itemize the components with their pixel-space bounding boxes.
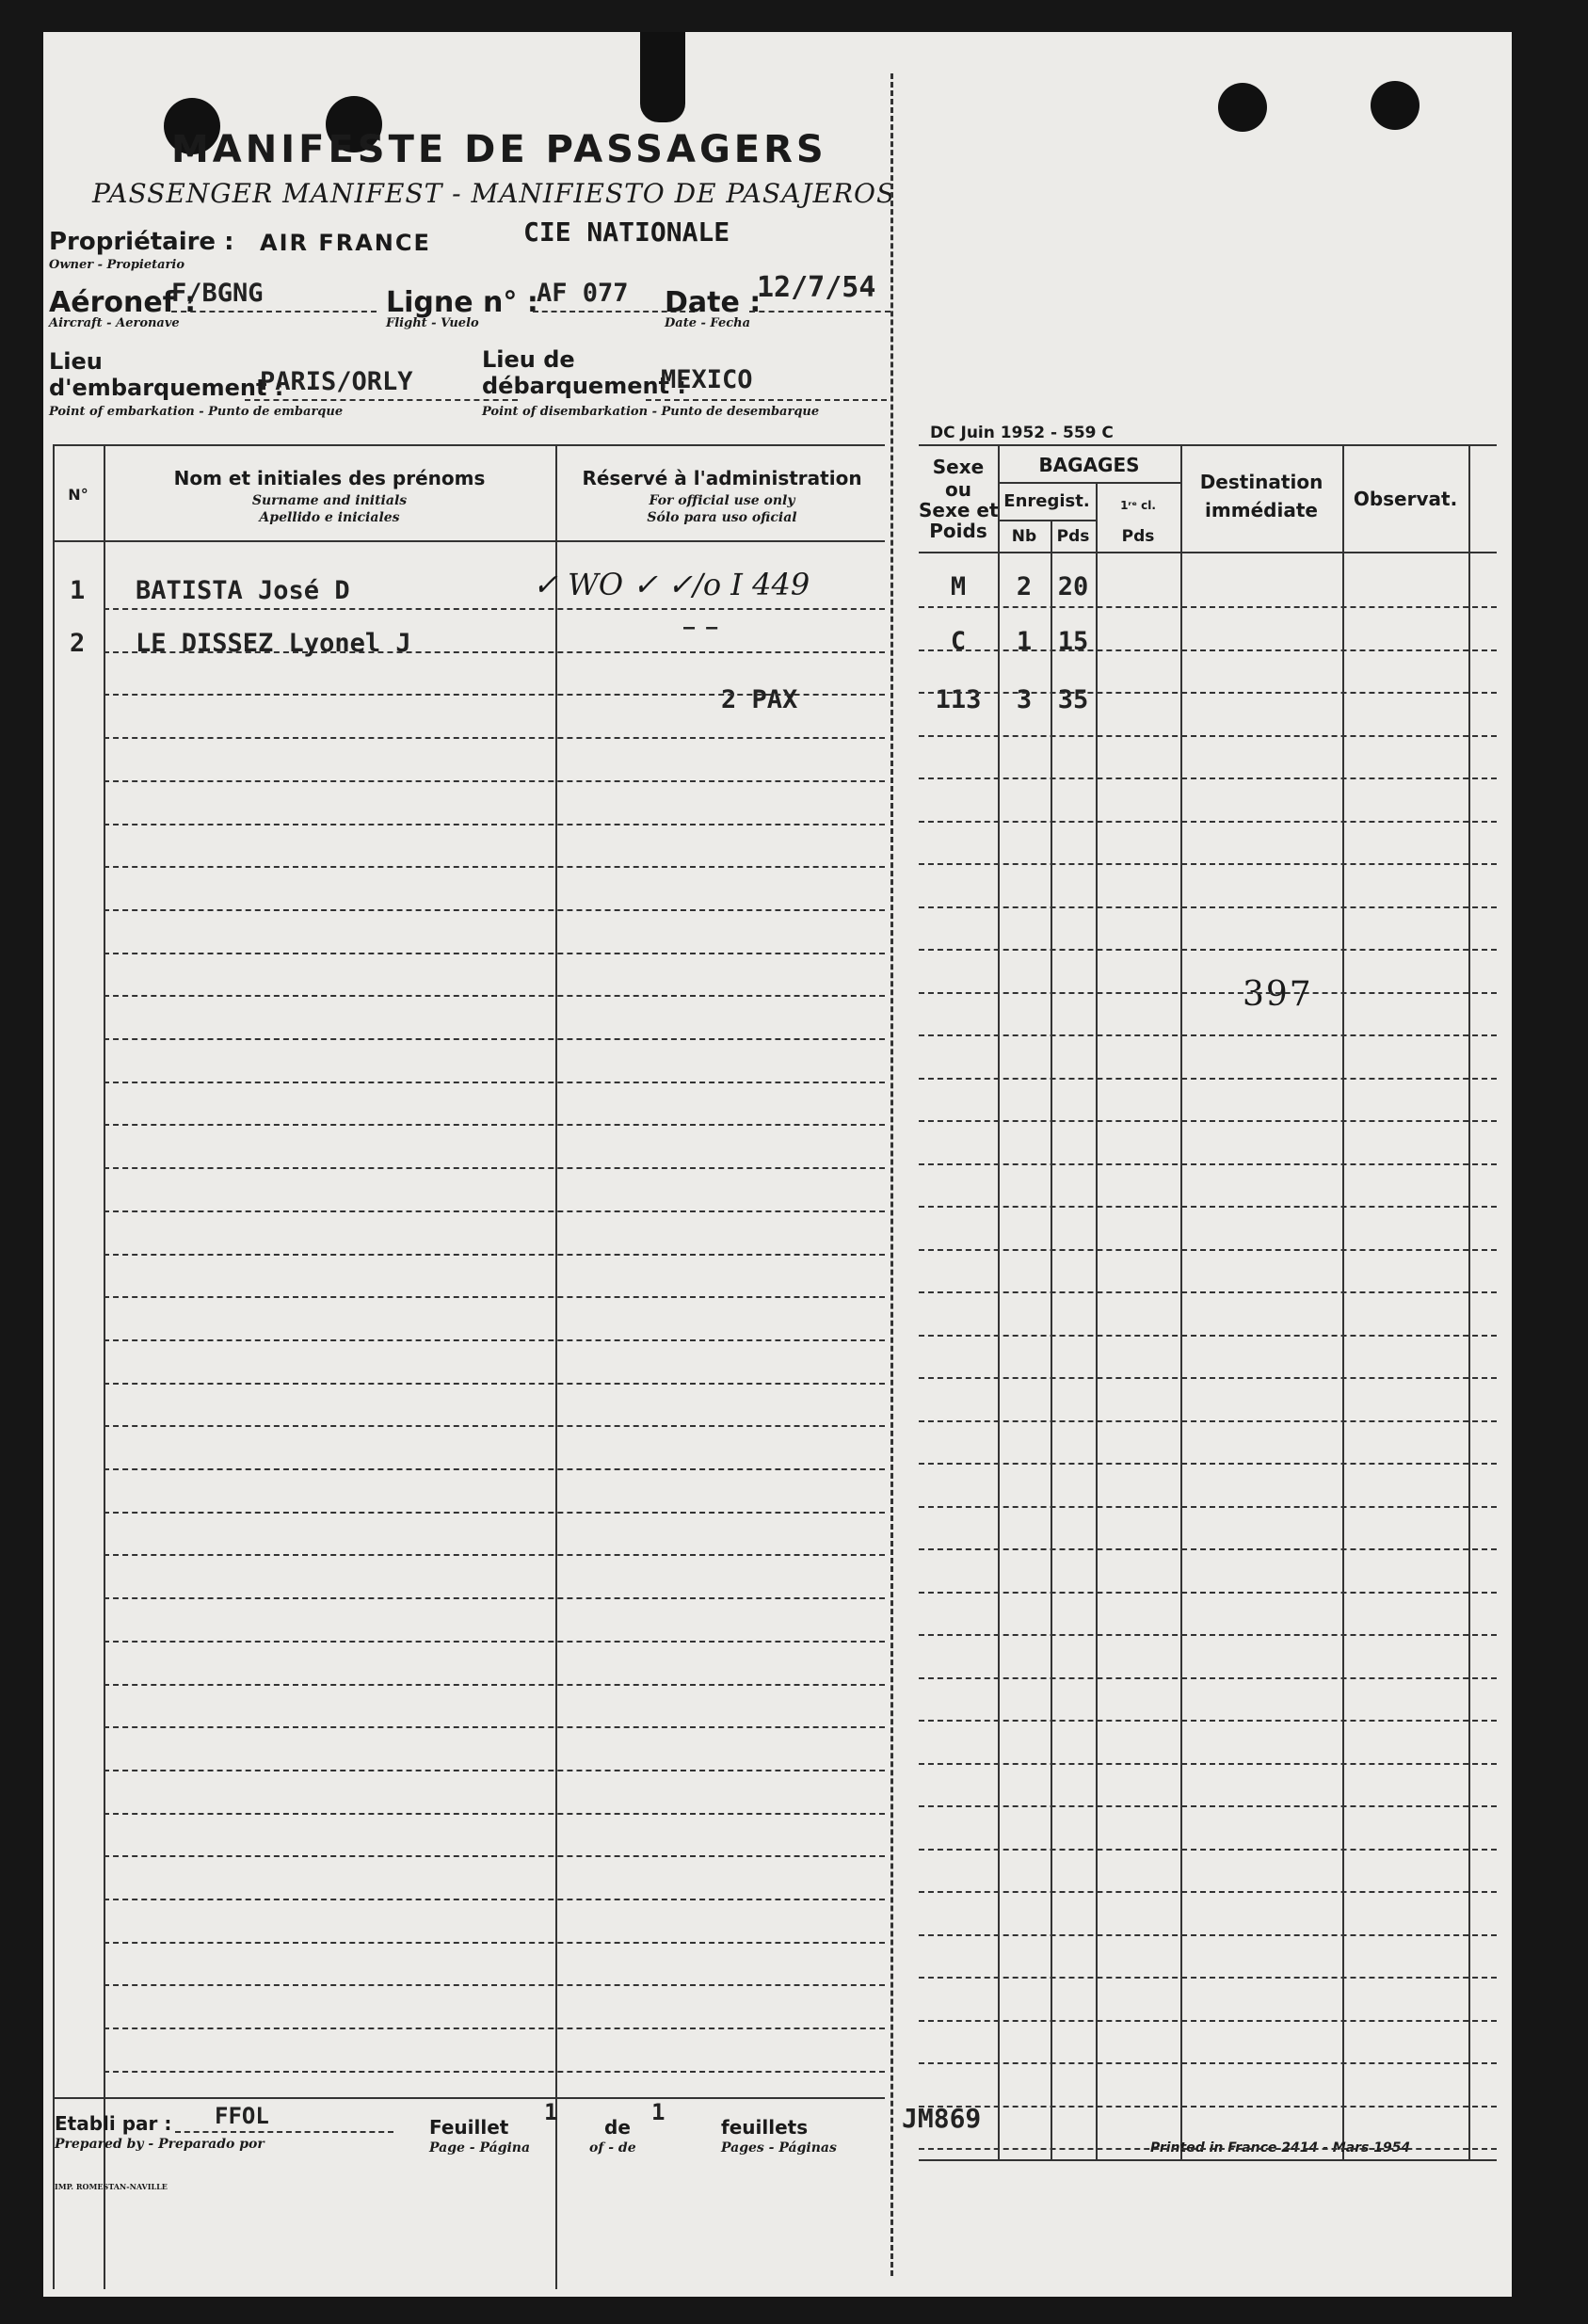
header-no: N° — [68, 486, 88, 504]
left-row-line — [104, 1383, 885, 1385]
right-row-line — [919, 1206, 1497, 1208]
aircraft-sub: Aircraft - Aeronave — [49, 316, 180, 330]
left-row-line — [104, 1942, 885, 1944]
right-row-line — [919, 1805, 1497, 1807]
left-row-line — [104, 2071, 885, 2073]
right-row-line — [919, 863, 1497, 865]
right-col-sep-dest — [1342, 444, 1344, 2159]
left-row-line — [104, 1468, 885, 1470]
right-table-top — [919, 444, 1497, 446]
perforation-line — [890, 73, 893, 2276]
right-row-line — [919, 649, 1497, 651]
right-row-line — [919, 2106, 1497, 2108]
punch-hole-right-2 — [1371, 81, 1420, 130]
row-1-pds: 20 — [1057, 572, 1089, 601]
printer-imprint: IMP. ROMESTAN-NAVILLE — [55, 2182, 168, 2191]
right-table-bottom — [919, 2159, 1497, 2161]
embark-value: PARIS/ORLY — [260, 367, 413, 396]
embark-line — [245, 399, 518, 401]
right-row-line — [919, 2020, 1497, 2022]
header-observations: Observat. — [1353, 488, 1458, 510]
row-1-sex: M — [950, 572, 967, 601]
right-row-line — [919, 1506, 1497, 1508]
left-row-line — [104, 1855, 885, 1857]
printed-in-france: Printed in France 2414 - Mars 1954 — [1150, 2140, 1411, 2156]
row-1-admin: ✓ WO ✓ ✓/o I 449 — [533, 567, 810, 602]
prepared-label: Etabli par : — [55, 2112, 172, 2135]
of-label: de — [604, 2116, 631, 2139]
left-row-line — [104, 1082, 885, 1083]
aircraft-value: F/BGNG — [171, 279, 264, 308]
right-col-sep-nb — [1051, 520, 1052, 2159]
sheets-sub: Pages - Páginas — [721, 2140, 837, 2156]
right-row-line — [919, 1634, 1497, 1636]
right-row-line — [919, 1592, 1497, 1594]
disembark-line — [646, 399, 887, 401]
date-line — [749, 311, 890, 313]
row-2-admin: – – — [683, 616, 718, 638]
owner-label: Propriétaire : — [49, 228, 234, 256]
right-row-line — [919, 1891, 1497, 1893]
reference-code: JM869 — [902, 2103, 982, 2134]
left-row-line — [104, 608, 885, 610]
row-2-pds: 15 — [1057, 627, 1089, 656]
owner-stamp: CIE NATIONALE — [523, 216, 730, 248]
disembark-value: MEXICO — [661, 365, 753, 394]
right-row-line — [919, 692, 1497, 694]
right-row-line — [919, 1420, 1497, 1422]
left-row-line — [104, 1554, 885, 1556]
prepared-line — [175, 2131, 393, 2133]
aircraft-label: Aéronef : — [49, 286, 197, 319]
header-baggage: BAGAGES — [1038, 454, 1140, 476]
right-row-line — [919, 2062, 1497, 2064]
right-row-line — [919, 1034, 1497, 1036]
baggage-header-line — [998, 482, 1180, 484]
left-row-line — [104, 1641, 885, 1643]
left-row-line — [104, 1425, 885, 1427]
sheet-value: 1 — [544, 2099, 558, 2125]
left-row-line — [104, 1597, 885, 1599]
right-row-line — [919, 1934, 1497, 1936]
header-destination-2: immédiate — [1205, 499, 1318, 521]
embark-label-line2: d'embarquement : — [49, 375, 284, 401]
flight-label: Ligne n° : — [386, 286, 538, 319]
left-row-line — [104, 909, 885, 911]
left-row-line — [104, 1210, 885, 1212]
left-row-line — [104, 1339, 885, 1341]
date-value: 12/7/54 — [757, 271, 876, 304]
embark-sub: Point of embarkation - Punto de embarque — [49, 405, 344, 419]
right-row-line — [919, 1463, 1497, 1465]
right-row-line — [919, 1163, 1497, 1165]
aircraft-line — [171, 311, 377, 313]
left-row-line — [104, 824, 885, 825]
handwritten-number: 397 — [1243, 975, 1313, 1014]
right-row-line — [919, 1078, 1497, 1080]
sheet-label: Feuillet — [429, 2116, 509, 2139]
header-nb: Nb — [1011, 527, 1037, 546]
left-row-line — [104, 694, 885, 696]
right-row-line — [919, 1720, 1497, 1722]
form-reference: DC Juin 1952 - 559 C — [930, 424, 1114, 442]
date-sub: Date - Fecha — [665, 316, 750, 330]
left-table-border — [53, 444, 55, 2289]
right-col-sep-pds — [1096, 482, 1098, 2159]
right-row-line — [919, 821, 1497, 823]
header-name: Nom et initiales des prénoms — [173, 467, 486, 489]
right-row-line — [919, 1849, 1497, 1851]
right-row-line — [919, 949, 1497, 951]
right-col-sep-first — [1180, 444, 1182, 2159]
total-pax: 2 PAX — [721, 685, 798, 714]
header-admin-sub1: For official use only — [649, 493, 795, 508]
right-row-line — [919, 1377, 1497, 1379]
left-row-line — [104, 780, 885, 782]
right-row-line — [919, 1335, 1497, 1337]
left-row-line — [104, 1984, 885, 1986]
of-value: 1 — [651, 2099, 666, 2125]
total-pds: 35 — [1057, 685, 1089, 714]
header-admin-sub2: Sólo para uso oficial — [647, 510, 797, 525]
left-row-line — [104, 651, 885, 653]
header-name-sub1: Surname and initials — [251, 493, 408, 508]
header-registered: Enregist. — [1003, 491, 1090, 511]
header-sex-1: Sexe — [932, 456, 985, 478]
right-row-line — [919, 777, 1497, 779]
left-row-line — [104, 866, 885, 868]
owner-sub: Owner - Propietario — [49, 258, 185, 272]
disembark-sub: Point of disembarkation - Punto de desembarque — [482, 405, 820, 419]
registered-header-line — [998, 520, 1096, 521]
right-row-line — [919, 606, 1497, 608]
right-row-line — [919, 1249, 1497, 1251]
header-first-class: 1ʳᵉ cl. — [1120, 499, 1156, 512]
header-sex-4: Poids — [929, 520, 987, 542]
date-label: Date : — [665, 286, 762, 319]
disembark-label-line2: débarquement : — [482, 373, 687, 399]
left-row-line — [104, 1726, 885, 1728]
right-row-line — [919, 735, 1497, 737]
left-row-line — [104, 1254, 885, 1256]
binding-tab — [640, 32, 685, 122]
right-row-line — [919, 1977, 1497, 1979]
header-first-pds: Pds — [1121, 527, 1155, 546]
prepared-value: FFOL — [215, 2103, 269, 2129]
row-2-name: LE DISSEZ Lyonel J — [136, 629, 411, 658]
left-row-line — [104, 1167, 885, 1169]
right-row-line — [919, 1548, 1497, 1550]
manifest-sheet — [43, 32, 1512, 2297]
right-table-border — [1468, 444, 1470, 2159]
sheet-sub: Page - Página — [429, 2140, 531, 2156]
left-row-line — [104, 1124, 885, 1126]
left-row-line — [104, 2027, 885, 2029]
right-row-line — [919, 906, 1497, 908]
left-table-bottom — [53, 2097, 885, 2099]
document-subtitle: PASSENGER MANIFEST - MANIFIESTO DE PASAJEROS — [92, 178, 896, 209]
right-row-line — [919, 2148, 1497, 2150]
row-1-nb: 2 — [1016, 572, 1033, 601]
punch-hole-right-1 — [1218, 83, 1267, 132]
left-row-line — [104, 1813, 885, 1815]
right-row-line — [919, 1120, 1497, 1122]
flight-sub: Flight - Vuelo — [386, 316, 479, 330]
embark-label-line1: Lieu — [49, 348, 103, 375]
right-row-line — [919, 1763, 1497, 1765]
left-col-sep-no — [104, 444, 105, 2289]
flight-value: AF 077 — [537, 279, 629, 308]
sheets-label: feuillets — [721, 2116, 809, 2139]
header-destination-1: Destination — [1199, 471, 1323, 493]
left-col-sep-name — [555, 444, 557, 2289]
disembark-label-line1: Lieu de — [482, 346, 575, 373]
right-row-line — [919, 1291, 1497, 1293]
total-sex: 113 — [935, 685, 982, 714]
left-row-line — [104, 1038, 885, 1040]
of-sub: of - de — [589, 2140, 636, 2156]
left-row-line — [104, 1512, 885, 1514]
header-admin: Réservé à l'administration — [582, 467, 862, 489]
right-row-line — [919, 992, 1497, 994]
left-row-line — [104, 1770, 885, 1771]
right-row-line — [919, 1677, 1497, 1679]
right-table-header-bottom — [919, 552, 1497, 553]
left-row-line — [104, 737, 885, 739]
document-title: MANIFESTE DE PASSAGERS — [171, 128, 827, 171]
row-2-no: 2 — [70, 629, 86, 658]
left-row-line — [104, 1296, 885, 1298]
row-2-nb: 1 — [1016, 627, 1033, 656]
left-row-line — [104, 1684, 885, 1686]
header-sex-3: Sexe et — [919, 499, 999, 521]
header-sex-2: ou — [945, 478, 971, 501]
header-pds: Pds — [1056, 527, 1090, 546]
left-table-header-bottom — [53, 540, 885, 542]
left-row-line — [104, 1899, 885, 1900]
left-row-line — [104, 995, 885, 997]
total-nb: 3 — [1016, 685, 1033, 714]
owner-value: AIR FRANCE — [260, 230, 431, 256]
header-name-sub2: Apellido e iniciales — [259, 510, 400, 525]
row-1-name: BATISTA José D — [136, 576, 350, 605]
row-2-sex: C — [950, 627, 967, 656]
left-row-line — [104, 953, 885, 954]
left-table-top — [53, 444, 885, 446]
prepared-sub: Prepared by - Preparado por — [55, 2137, 265, 2152]
row-1-no: 1 — [70, 576, 86, 605]
